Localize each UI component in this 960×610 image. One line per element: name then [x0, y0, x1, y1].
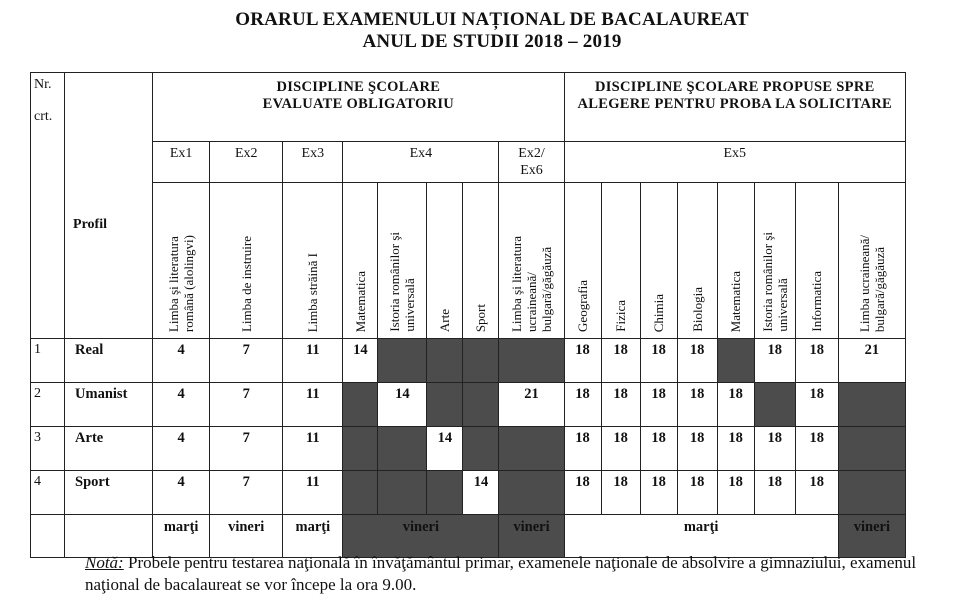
- header-ex2-6-line2: Ex6: [520, 163, 543, 178]
- row-number: 2: [31, 383, 65, 427]
- room-cell: 18: [564, 427, 601, 471]
- room-cell: 14: [427, 427, 463, 471]
- shaded-cell: [754, 383, 795, 427]
- subject-header-12: [717, 183, 754, 339]
- room-cell: 14: [463, 471, 499, 515]
- subject-header-8: [564, 183, 601, 339]
- shaded-cell: [463, 339, 499, 383]
- shaded-cell: [838, 471, 905, 515]
- table-row: [31, 471, 906, 515]
- shaded-cell: [343, 427, 378, 471]
- room-cell: 18: [564, 339, 601, 383]
- subject-header-15: [838, 183, 905, 339]
- subject-label-7-line1: Limba şi literatura: [509, 235, 524, 332]
- row-profil: Arte: [65, 427, 153, 471]
- room-cell: 18: [677, 427, 717, 471]
- room-cell: 18: [640, 427, 677, 471]
- header-ex4: Ex4: [343, 142, 499, 183]
- table-row: [31, 383, 906, 427]
- subject-header-7: [499, 183, 564, 339]
- subject-header-2: [283, 183, 343, 339]
- header-group-obligatoriu: [153, 73, 564, 142]
- group-alegere-label: DISCIPLINE ŞCOLARE PROPUSE SPRE ALEGERE PENTRU PROBA LA SOLICITARE: [577, 79, 893, 112]
- header-ex2: Ex2: [210, 142, 283, 183]
- row-profil: Sport: [65, 471, 153, 515]
- subject-label-5-line1: Arte: [437, 308, 453, 332]
- subject-label-15-line2: bulgară/găgăuză: [871, 246, 887, 332]
- shaded-cell: [838, 427, 905, 471]
- header-ex1: Ex1: [153, 142, 210, 183]
- subject-label-8-line1: Geografia: [575, 280, 591, 332]
- day-ex2-6: vineri: [499, 515, 564, 558]
- subject-label-0-line2: română (alolingvi): [181, 234, 197, 332]
- row-number: 1: [31, 339, 65, 383]
- shaded-cell: [463, 383, 499, 427]
- room-cell: 4: [153, 471, 210, 515]
- subject-header-6: [463, 183, 499, 339]
- subject-header-14: [795, 183, 838, 339]
- room-cell: 14: [378, 383, 427, 427]
- room-cell: 18: [754, 339, 795, 383]
- table-row: [31, 427, 906, 471]
- room-cell: 4: [153, 383, 210, 427]
- page-subtitle: ANUL DE STUDII 2018 – 2019: [362, 31, 622, 52]
- page-title: ORARUL EXAMENULUI NAȚIONAL DE BACALAUREAT: [235, 9, 749, 30]
- row-profil: Real: [65, 339, 153, 383]
- subject-header-row: [31, 183, 906, 339]
- schedule-table: [30, 72, 906, 558]
- room-cell: 18: [677, 471, 717, 515]
- subject-label-9-line1: Fizica: [613, 300, 629, 332]
- room-cell: 18: [795, 383, 838, 427]
- room-cell: 7: [210, 471, 283, 515]
- subject-label-13-line2: universală: [774, 278, 790, 332]
- shaded-cell: [499, 339, 564, 383]
- subject-label-6-line1: Sport: [473, 303, 489, 332]
- subject-header-11: [677, 183, 717, 339]
- subject-label-1-line1: Limba de instruire: [238, 235, 254, 332]
- room-cell: 18: [717, 427, 754, 471]
- shaded-cell: [717, 339, 754, 383]
- footnote: [85, 552, 925, 596]
- header-nr-line2: crt.: [34, 109, 53, 124]
- room-cell: 7: [210, 427, 283, 471]
- day-row-empty-nr: [31, 515, 65, 558]
- subject-header-13: [754, 183, 795, 339]
- subject-header-0: [153, 183, 210, 339]
- shaded-cell: [427, 383, 463, 427]
- header-ex2-ex6: [499, 142, 564, 183]
- room-cell: 18: [601, 383, 640, 427]
- subject-label-4-line2: universală: [402, 278, 418, 332]
- day-ex5: marţi: [564, 515, 838, 558]
- subject-label-10-line1: Chimia: [651, 293, 667, 332]
- subject-label-14-line1: Informatica: [809, 271, 825, 332]
- shaded-cell: [427, 471, 463, 515]
- header-group-alegere: [564, 73, 905, 142]
- subject-label-13-line1: Istoria românilor şi: [759, 232, 775, 332]
- header-nr: [31, 73, 65, 339]
- subject-label-4-line1: Istoria românilor şi: [387, 232, 403, 332]
- header-nr-line1: Nr.: [34, 77, 52, 92]
- subject-header-1: [210, 183, 283, 339]
- table-row: [31, 339, 906, 383]
- day-ex2: vineri: [210, 515, 283, 558]
- subject-label-7-line2: ucraineană/: [524, 272, 539, 332]
- header-ex5: Ex5: [564, 142, 905, 183]
- subject-label-3-line1: Matematica: [352, 270, 368, 332]
- room-cell: 18: [795, 339, 838, 383]
- shaded-cell: [499, 427, 564, 471]
- room-cell: 4: [153, 427, 210, 471]
- footnote-text: Probele pentru testarea naţională în învăţământul primar, examenele naţionale de absolvire a gimnaziului, examenul naţional de bacalaureat se vor începe la ora 9.00.: [85, 553, 917, 594]
- shaded-cell: [838, 383, 905, 427]
- day-ex5-last: vineri: [838, 515, 905, 558]
- subject-label-15-line1: Limba ucraineană/: [856, 234, 872, 332]
- shaded-cell: [343, 383, 378, 427]
- shaded-cell: [378, 339, 427, 383]
- subject-header-3: [343, 183, 378, 339]
- group-obligatoriu-label: DISCIPLINE ŞCOLARE EVALUATE OBLIGATORIU: [262, 79, 455, 112]
- room-cell: 11: [283, 383, 343, 427]
- subject-label-11-line1: Biologia: [689, 287, 705, 332]
- day-ex4: vineri: [343, 515, 499, 558]
- room-cell: 18: [754, 471, 795, 515]
- room-cell: 18: [677, 383, 717, 427]
- room-cell: 7: [210, 339, 283, 383]
- room-cell: 18: [564, 383, 601, 427]
- footnote-label: Notă:: [85, 553, 124, 572]
- room-cell: 21: [838, 339, 905, 383]
- subject-label-0-line1: Limba şi literatura: [166, 235, 182, 332]
- row-number: 3: [31, 427, 65, 471]
- shaded-cell: [343, 471, 378, 515]
- room-cell: 18: [640, 471, 677, 515]
- room-cell: 18: [717, 383, 754, 427]
- room-cell: 18: [795, 471, 838, 515]
- subject-header-5: [427, 183, 463, 339]
- room-cell: 18: [601, 339, 640, 383]
- room-cell: 11: [283, 471, 343, 515]
- room-cell: 14: [343, 339, 378, 383]
- subject-label-2-line1: Limba străină I: [305, 252, 321, 332]
- room-cell: 18: [754, 427, 795, 471]
- shaded-cell: [499, 471, 564, 515]
- room-cell: 11: [283, 339, 343, 383]
- row-profil: Umanist: [65, 383, 153, 427]
- shaded-cell: [378, 427, 427, 471]
- room-cell: 18: [601, 427, 640, 471]
- shaded-cell: [427, 339, 463, 383]
- room-cell: 18: [795, 427, 838, 471]
- room-cell: 4: [153, 339, 210, 383]
- room-cell: 18: [640, 339, 677, 383]
- row-number: 4: [31, 471, 65, 515]
- room-cell: 21: [499, 383, 564, 427]
- day-ex3: marţi: [283, 515, 343, 558]
- shaded-cell: [378, 471, 427, 515]
- subject-label-7-line3: bulgară/găgăuză: [539, 246, 554, 332]
- room-cell: 18: [640, 383, 677, 427]
- room-cell: 18: [564, 471, 601, 515]
- header-ex3: Ex3: [283, 142, 343, 183]
- header-profil: Profil: [65, 73, 153, 339]
- subject-header-4: [378, 183, 427, 339]
- shaded-cell: [463, 427, 499, 471]
- header-ex2-6-line1: Ex2/: [518, 146, 545, 161]
- room-cell: 18: [601, 471, 640, 515]
- room-cell: 11: [283, 427, 343, 471]
- room-cell: 7: [210, 383, 283, 427]
- subject-header-10: [640, 183, 677, 339]
- subject-header-9: [601, 183, 640, 339]
- subject-label-12-line1: Matematica: [728, 270, 744, 332]
- day-ex1: marţi: [153, 515, 210, 558]
- room-cell: 18: [717, 471, 754, 515]
- room-cell: 18: [677, 339, 717, 383]
